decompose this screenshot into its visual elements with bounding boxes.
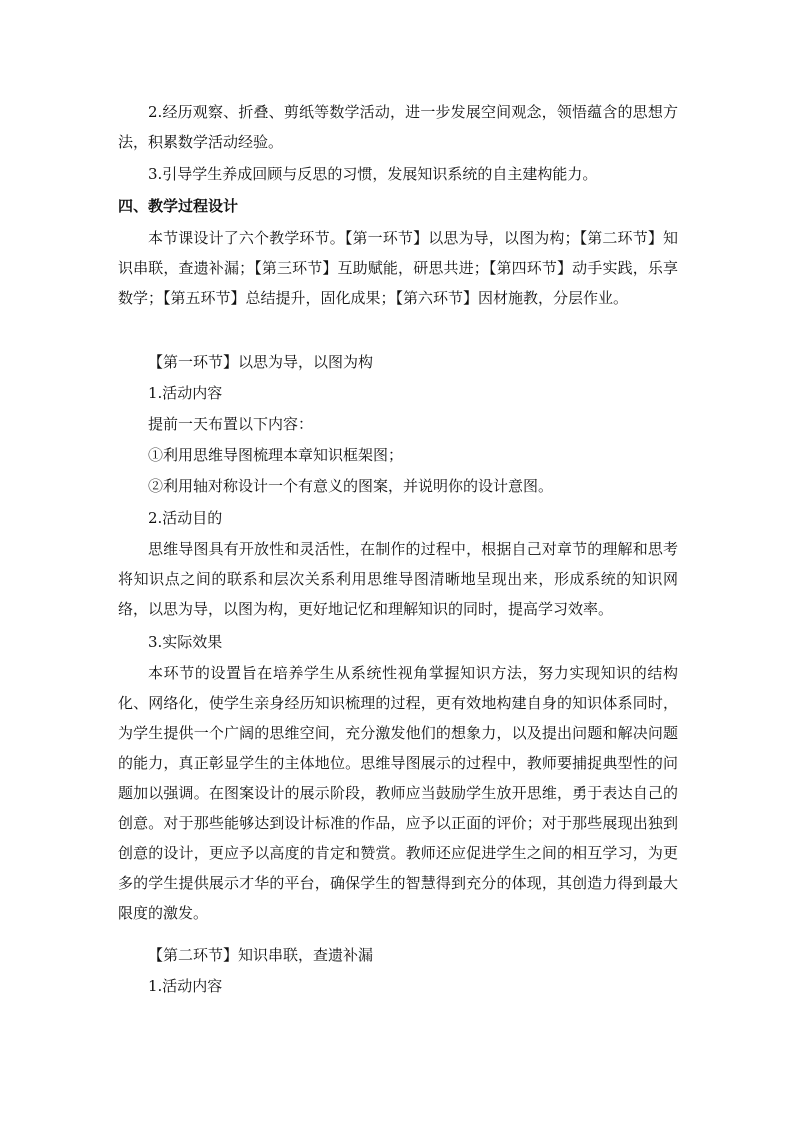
preparation-paragraph: 提前一天布置以下内容： xyxy=(148,415,314,433)
actual-effect-heading: 3.实际效果 xyxy=(148,633,223,651)
stage-2-heading: 【第二环节】知识串联，查遗补漏 xyxy=(148,946,374,964)
objective-3-paragraph: 3.引导学生养成回顾与反思的习惯，发展知识系统的自主建构能力。 xyxy=(148,165,598,183)
activity-content-heading: 1.活动内容 xyxy=(148,384,223,402)
task-2-paragraph: ②利用轴对称设计一个有意义的图案，并说明你的设计意图。 xyxy=(148,477,554,495)
overview-paragraph: 本节课设计了六个教学环节。【第一环节】以思为导，以图为构；【第二环节】知识串联，查遗补漏；【第三环节】互助赋能，研思共进；【第四环节】动手实践，乐享数学；【第五环节】总结提升，固化成果；【第六环节】因材施教，分层作业。 xyxy=(118,229,678,307)
task-1-paragraph: ①利用思维导图梳理本章知识框架图； xyxy=(148,446,404,464)
purpose-paragraph: 思维导图具有开放性和灵活性，在制作的过程中，根据自己对章节的理解和思考将知识点之间的联系和层次关系利用思维导图清晰地呈现出来，形成系统的知识网络，以思为导，以图为构，更好地记忆和理解知识的同时，提高学习效率。 xyxy=(118,540,678,618)
objective-2-paragraph: 2.经历观察、折叠、剪纸等数学活动，进一步发展空间观念，领悟蕴含的思想方法，积累数学活动经验。 xyxy=(118,103,678,151)
activity-purpose-heading: 2.活动目的 xyxy=(148,509,223,527)
stage-2-activity-content-heading: 1.活动内容 xyxy=(148,977,223,995)
effect-paragraph: 本环节的设置旨在培养学生从系统性视角掌握知识方法，努力实现知识的结构化、网络化，使学生亲身经历知识梳理的过程，更有效地构建自身的知识体系同时，为学生提供一个广阔的思维空间，充分激发他们的想象力，以及提出问题和解决问题的能力，真正彰显学生的主体地位。思维导图展示的过程中，教师要捕捉典型性的问题加以强调。在图案设计的展示阶段，教师应当鼓励学生放开思维，勇于表达自己的创意。对于那些能够达到设计标准的作品，应予以正面的评价；对于那些展现出独到创意的设计，更应予以高度的肯定和赞赏。教师还应促进学生之间的相互学习，为更多的学生提供展示才华的平台，确保学生的智慧得到充分的体现，其创造力得到最大限度的激发。 xyxy=(118,664,678,922)
stage-1-heading: 【第一环节】以思为导，以图为构 xyxy=(148,353,374,371)
section-heading: 四、教学过程设计 xyxy=(118,197,239,215)
